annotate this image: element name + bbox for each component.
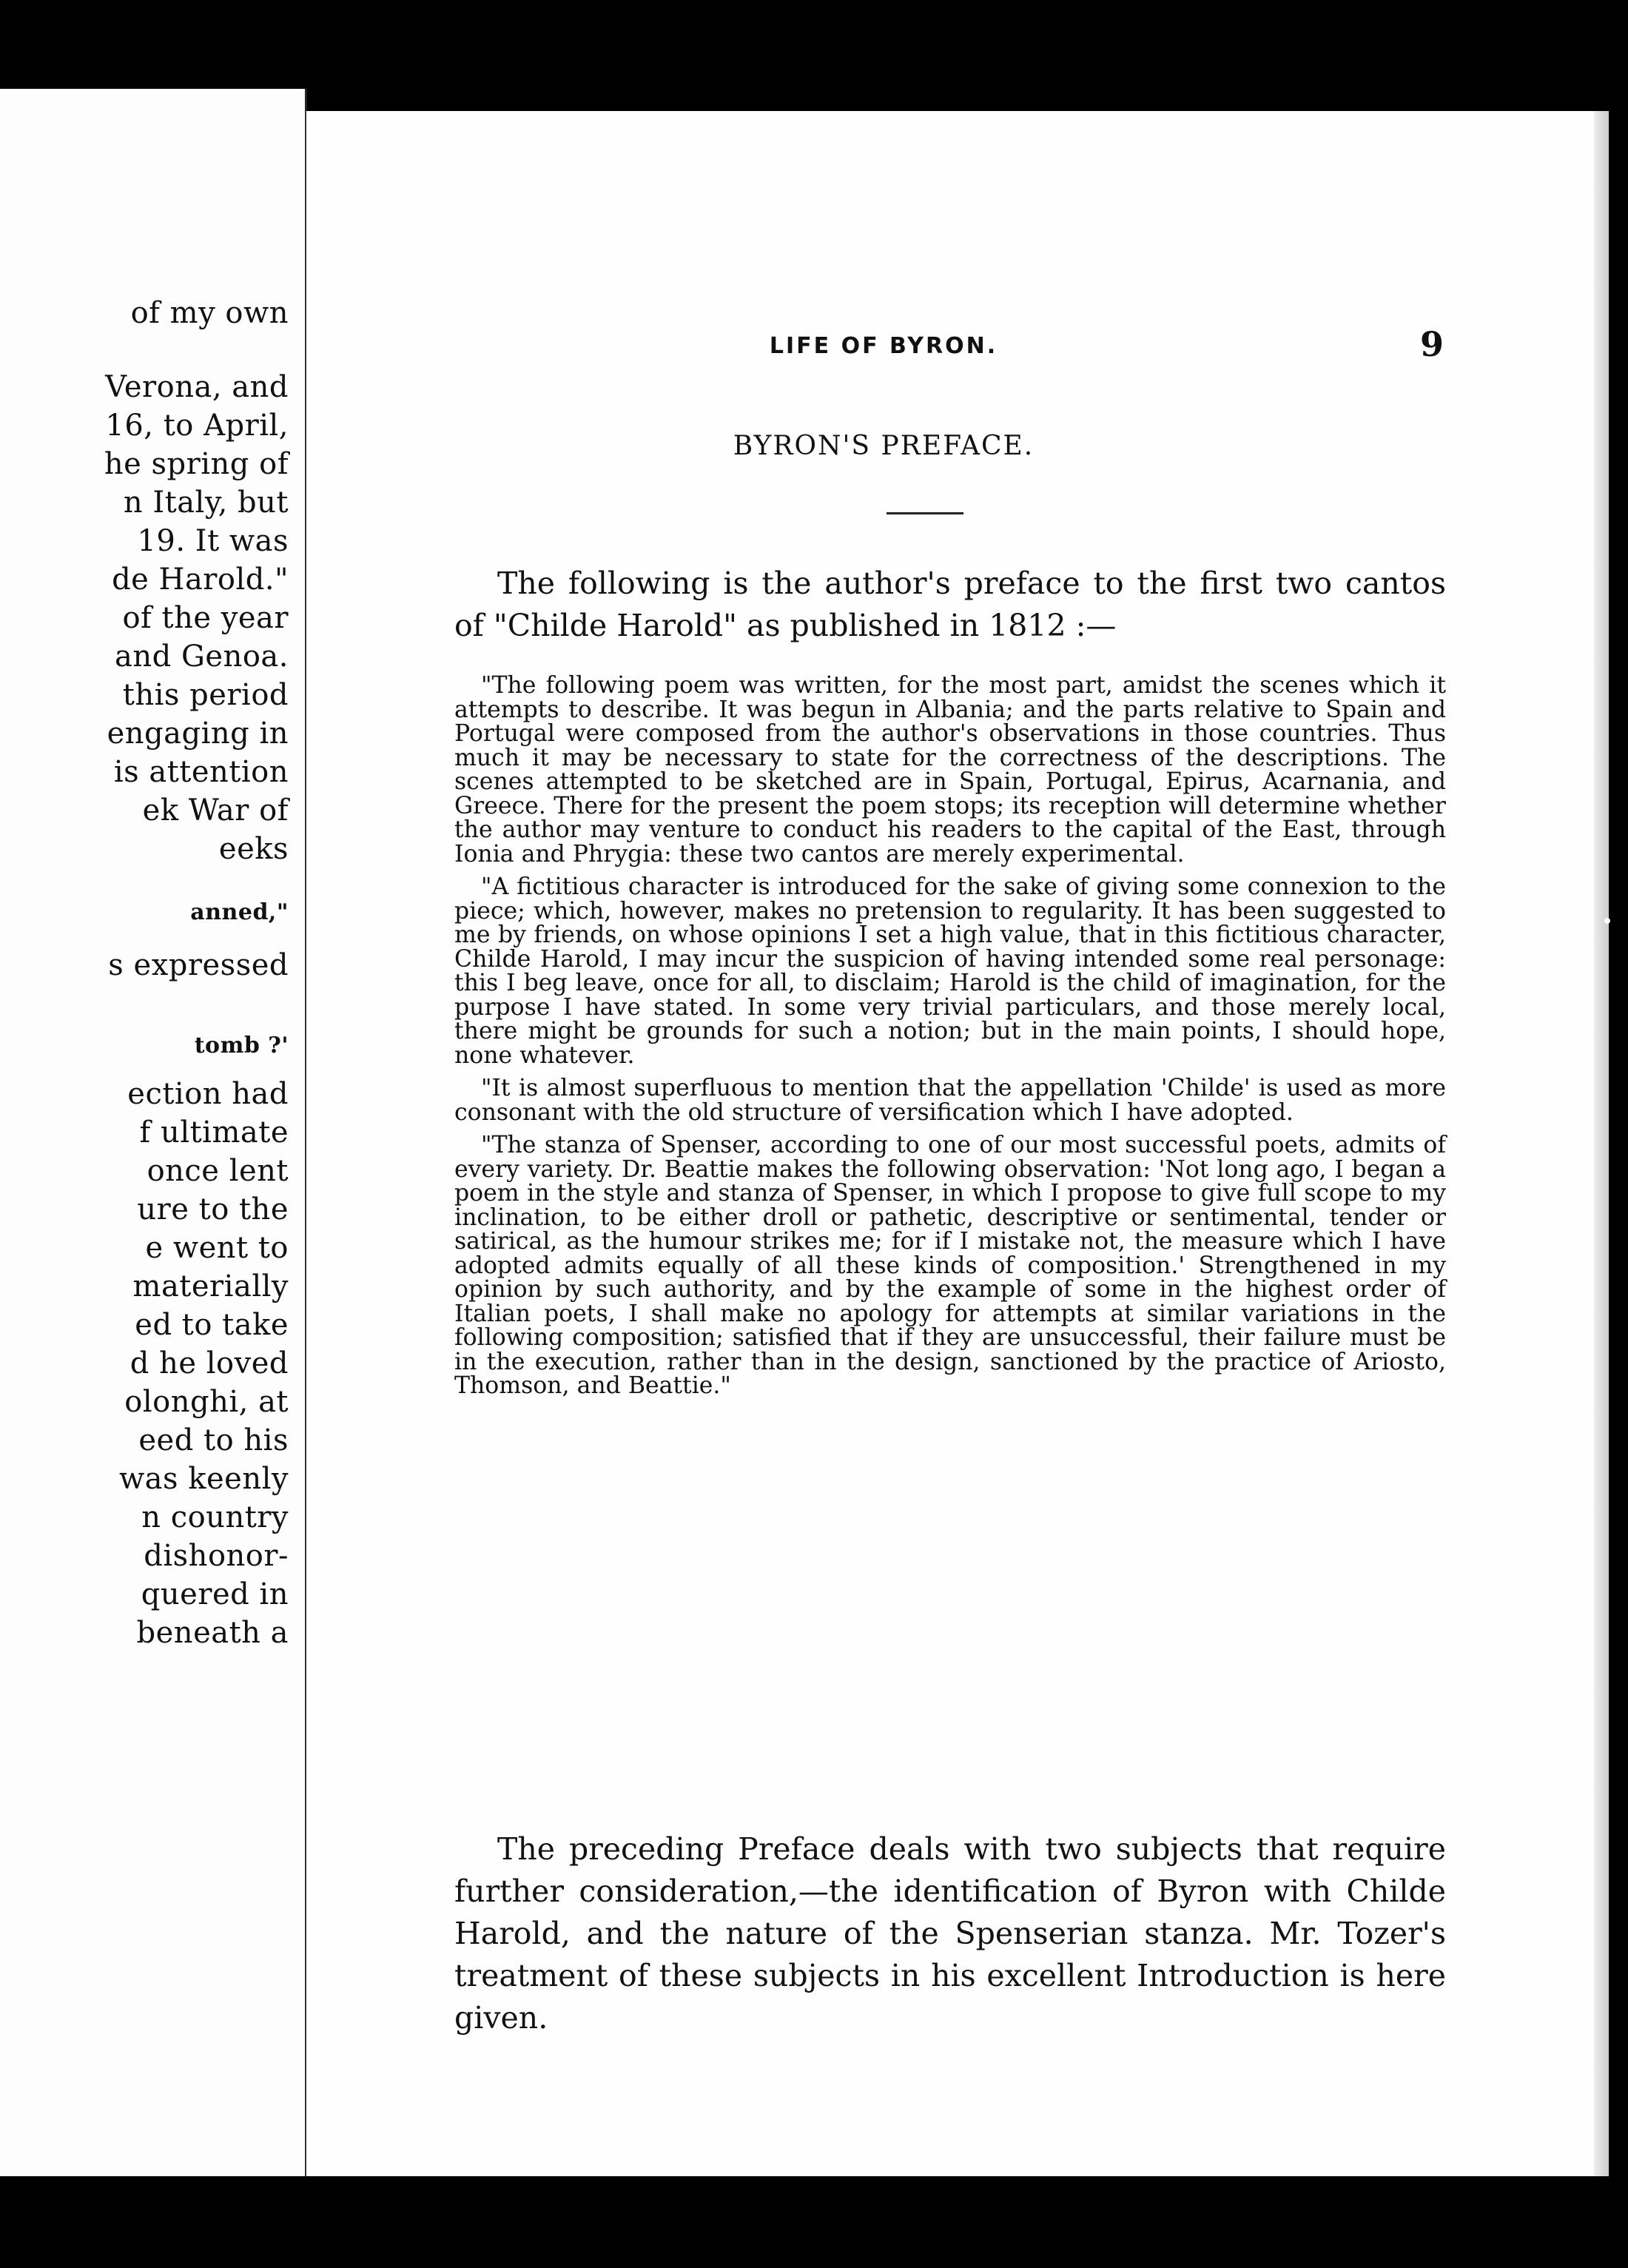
left-page — [0, 89, 307, 2176]
left-page-line: was keenly — [118, 1462, 289, 1496]
quote-paragraph: "The stanza of Spenser, according to one of our most successful poets, admits of every variety. Dr. Beattie makes the following observation: 'Not long ago, I began a poem in the style and stanza of Spenser, in which I propose to give full scope to my inclination, to be either droll or pathetic, descriptive or sentimental, tender or satirical, as the humour strikes me; for if I mistake not, the measure which I have adopted admits equally of all these kinds of composition.' Strengthened in my opinion by such authority, and by the example of some in the highest order of Italian poets, I shall make no apology for attempts at similar variations in the following composition; satisfied that if they are unsuccessful, their failure must be in the execution, rather than in the design, sanctioned by the practice of Ariosto, Thomson, and Beattie." — [454, 1132, 1446, 1399]
left-page-line: f ultimate — [139, 1115, 289, 1150]
left-page-line: e went to — [145, 1231, 289, 1265]
left-page-line: n Italy, but — [123, 486, 289, 520]
intro-text: The following is the author's preface to the first two cantos of "Childe Harold" as published in 1812 :— — [454, 566, 1446, 643]
left-page-line: is attention — [113, 755, 289, 789]
left-page-line: 19. It was — [137, 524, 289, 558]
left-page-line: and Genoa. — [115, 640, 289, 674]
title-rule — [887, 512, 963, 514]
left-page-line: Verona, and — [105, 370, 289, 404]
left-page-line: he spring of — [104, 447, 289, 481]
page-number: 9 — [1420, 324, 1444, 364]
left-page-line: this period — [122, 678, 289, 712]
left-page-line: tomb ?' — [194, 1033, 289, 1058]
section-title: BYRON'S PREFACE. — [733, 431, 1035, 461]
running-head: LIFE OF BYRON. — [769, 333, 998, 359]
left-page-line: ek War of — [142, 794, 289, 828]
left-page-line: engaging in — [107, 717, 289, 751]
left-page-line: n country — [141, 1500, 289, 1534]
left-page-line: s expressed — [108, 948, 289, 982]
left-page-line: materially — [132, 1269, 289, 1304]
left-page-line: ed to take — [135, 1308, 289, 1342]
left-page-line: 16, to April, — [105, 409, 289, 443]
left-page-line: once lent — [147, 1154, 289, 1188]
left-page-line: of the year — [122, 601, 289, 635]
left-page-line: of my own — [130, 296, 289, 330]
left-page-text — [0, 89, 305, 2176]
left-page-line: d he loved — [130, 1346, 289, 1380]
left-page-line: dishonor- — [144, 1539, 289, 1573]
intro-paragraph — [454, 563, 1446, 647]
conclusion-paragraph: The preceding Preface deals with two subjects that require further consideration,—the identification of Byron with Childe Harold, and the nature of the Spenserian stanza. Mr. Tozer's treatment of these subjects in his excellent Introduction is here given. — [454, 1831, 1446, 2036]
left-page-line: beneath a — [136, 1616, 289, 1650]
left-page-line: anned," — [190, 899, 289, 925]
quote-paragraph: "A fictitious character is introduced for the sake of giving some connexion to the piece; which, however, makes no pretension to regularity. It has been suggested to me by friends, on whose opinions I set a high value, that in this fictitious character, Childe Harold, I may incur the suspicion of having intended some real personage: this I beg leave, once for all, to disclaim; Harold is the child of imagination, for the purpose I have stated. In some very trivial particulars, and those merely local, there might be grounds for such a notion; but in the main points, I should hope, none whatever. — [454, 873, 1446, 1069]
right-page — [305, 111, 1609, 2176]
left-page-line: ection had — [127, 1077, 289, 1111]
left-page-line: eeks — [218, 832, 289, 866]
left-page-line: eed to his — [138, 1423, 289, 1457]
quote-paragraph: "The following poem was written, for the most part, amidst the scenes which it attempts to describe. It was begun in Albania; and the parts relative to Spain and Portugal were composed from the author's observations in those countries. Thus much it may be necessary to state for the correctness of the descriptions. The scenes attempted to be sketched are in Spain, Portugal, Epirus, Acarnania, and Greece. There for the present the poem stops; its reception will determine whether the author may venture to conduct his readers to the capital of the East, through Ionia and Phrygia: these two cantos are merely experimental. — [454, 672, 1446, 868]
left-page-line: olonghi, at — [124, 1385, 289, 1419]
left-page-line: ure to the — [137, 1192, 289, 1227]
preface-quote — [454, 674, 1446, 1407]
quote-paragraph: "It is almost superfluous to mention that the appellation 'Childe' is used as more consonant with the old structure of versification which I have adopted. — [454, 1075, 1446, 1126]
left-page-line: de Harold." — [112, 563, 289, 597]
scan-speck — [1604, 918, 1610, 924]
left-page-line: quered in — [141, 1577, 289, 1611]
